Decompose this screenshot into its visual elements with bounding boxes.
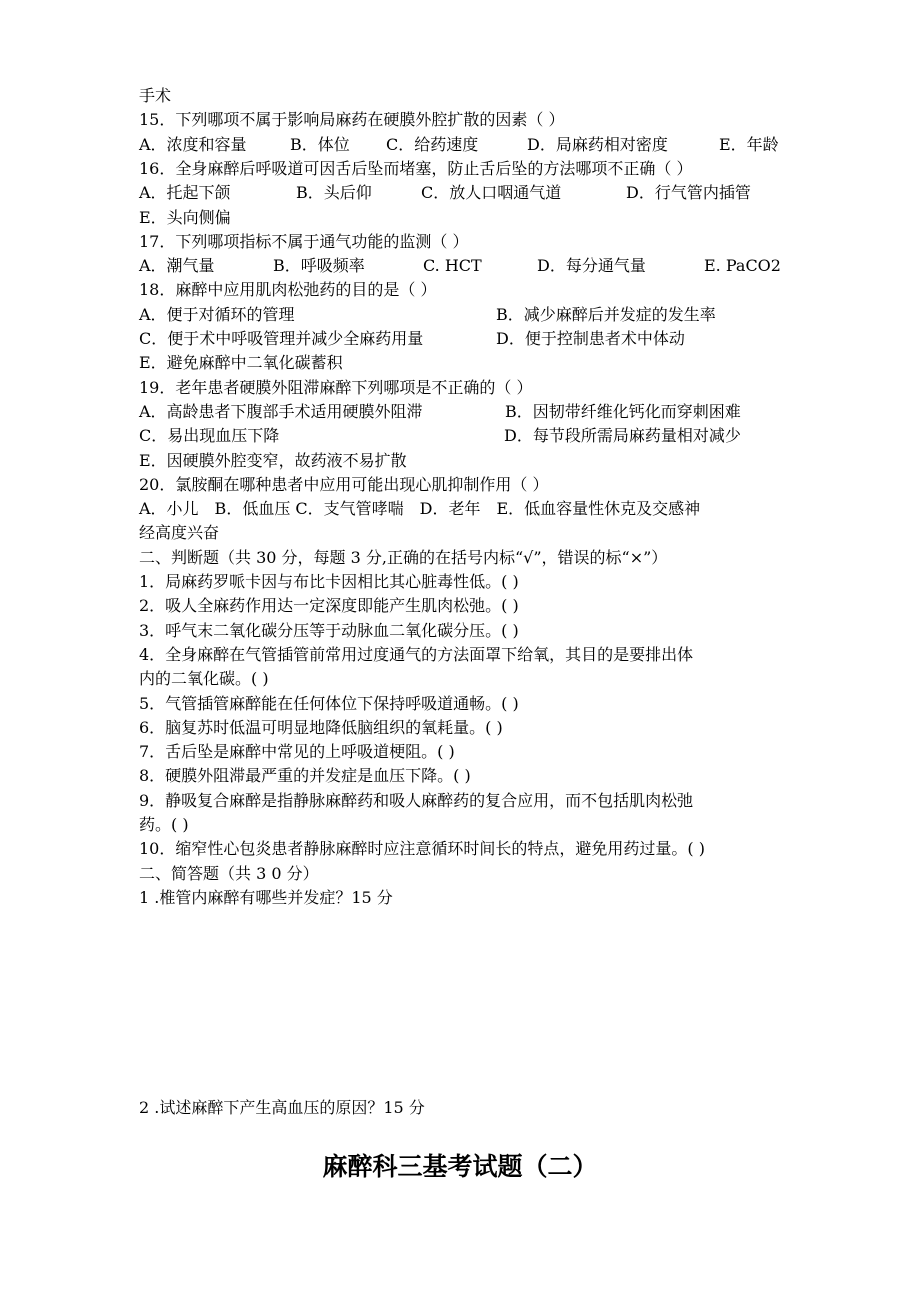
text-line: 18．麻醉中应用肌肉松弛药的目的是（ ） [139, 280, 437, 300]
option-text: D．便于控制患者术中体动 [496, 329, 685, 348]
text-line: E．头向侧偏 [139, 207, 231, 227]
option-text: A．便于对循环的管理 [139, 304, 295, 324]
text-line: 手术 [139, 86, 172, 105]
text-line: 10．缩窄性心包炎患者静脉麻醉时应注意循环时间长的特点，避免用药过量。( ) [139, 839, 705, 859]
option-text: B．头后仰 [296, 183, 372, 203]
text-line: 19．老年患者硬膜外阻滞麻醉下列哪项是不正确的（ ） [139, 377, 533, 397]
text-line: 1 .椎管内麻醉有哪些并发症？15 分 [139, 887, 393, 907]
text-line: 17．下列哪项指标不属于通气功能的监测（ ） [139, 231, 469, 251]
option-text: B．呼吸频率 [273, 256, 365, 276]
text-line: 5．气管插管麻醉能在任何体位下保持呼吸道通畅。( ) [139, 693, 519, 713]
option-text: A．托起下颌 [139, 183, 231, 203]
text-line: 6．脑复苏时低温可明显地降低脑组织的氧耗量。( ) [139, 717, 503, 737]
text-line: E．避免麻醉中二氧化碳蓄积 [139, 353, 343, 373]
option-text: D．局麻药相对密度 [527, 134, 668, 154]
option-text: C. HCT [423, 256, 482, 276]
text-line: 1．局麻药罗哌卡因与布比卡因相比其心脏毒性低。( ) [139, 572, 519, 591]
option-text: A．高龄患者下腹部手术适用硬膜外阻滞 [139, 401, 423, 421]
option-text: D．每节段所需局麻药量相对减少 [504, 426, 741, 446]
option-text: E．年龄 [719, 134, 779, 154]
option-text: C．易出现血压下降 [139, 426, 280, 446]
option-text: A．潮气量 [139, 256, 215, 276]
text-line: 20．氯胺酮在哪种患者中应用可能出现心肌抑制作用（ ） [139, 474, 549, 494]
text-line: 二、简答题（共 3 0 分） [139, 863, 319, 883]
option-text: A．浓度和容量 [139, 134, 247, 154]
option-text: E. PaCO2 [704, 256, 781, 276]
option-text: D．行气管内插管 [626, 183, 751, 203]
text-line: 16．全身麻醉后呼吸道可因舌后坠而堵塞，防止舌后坠的方法哪项不正确（ ） [139, 158, 693, 178]
text-line: 9．静吸复合麻醉是指静脉麻醉药和吸人麻醉药的复合应用，而不包括肌肉松弛 [139, 790, 694, 810]
option-text: C．放人口咽通气道 [421, 183, 562, 203]
text-line: A．小儿 B．低血压 C．支气管哮喘 D．老年 E．低血容量性休克及交感神 [139, 499, 701, 519]
option-text: C．给药速度 [386, 134, 479, 154]
text-line: 8．硬膜外阻滞最严重的并发症是血压下降。( ) [139, 766, 471, 786]
text-line: E．因硬膜外腔变窄，故药液不易扩散 [139, 450, 407, 470]
option-text: C．便于术中呼吸管理并减少全麻药用量 [139, 329, 424, 348]
option-text: D．每分通气量 [537, 256, 646, 276]
text-line: 15．下列哪项不属于影响局麻药在硬膜外腔扩散的因素（ ） [139, 110, 565, 130]
text-line: 7．舌后坠是麻醉中常见的上呼吸道梗阻。( ) [139, 742, 455, 762]
text-line: 4．全身麻醉在气管插管前常用过度通气的方法面罩下给氧，其目的是要排出体 [139, 644, 694, 664]
option-text: B．因韧带纤维化钙化而穿刺困难 [505, 401, 741, 421]
text-line: 3．呼气末二氧化碳分压等于动脉血二氧化碳分压。( ) [139, 620, 519, 640]
text-line: 药。( ) [139, 815, 189, 834]
page-title: 麻醉科三基考试题（二） [322, 1152, 598, 1181]
text-line: 经高度兴奋 [139, 523, 220, 543]
option-text: B．体位 [290, 134, 350, 154]
text-line: 2．吸人全麻药作用达一定深度即能产生肌肉松弛。( ) [139, 596, 519, 616]
text-line: 二、判断题（共 30 分，每题 3 分,正确的在括号内标“√”，错误的标“×”） [139, 547, 668, 567]
option-text: B．减少麻醉后并发症的发生率 [496, 304, 716, 324]
text-line: 内的二氧化碳。( ) [139, 669, 269, 689]
short-answer-question-2: 2 .试述麻醉下产生高血压的原因？15 分 [139, 1098, 425, 1117]
